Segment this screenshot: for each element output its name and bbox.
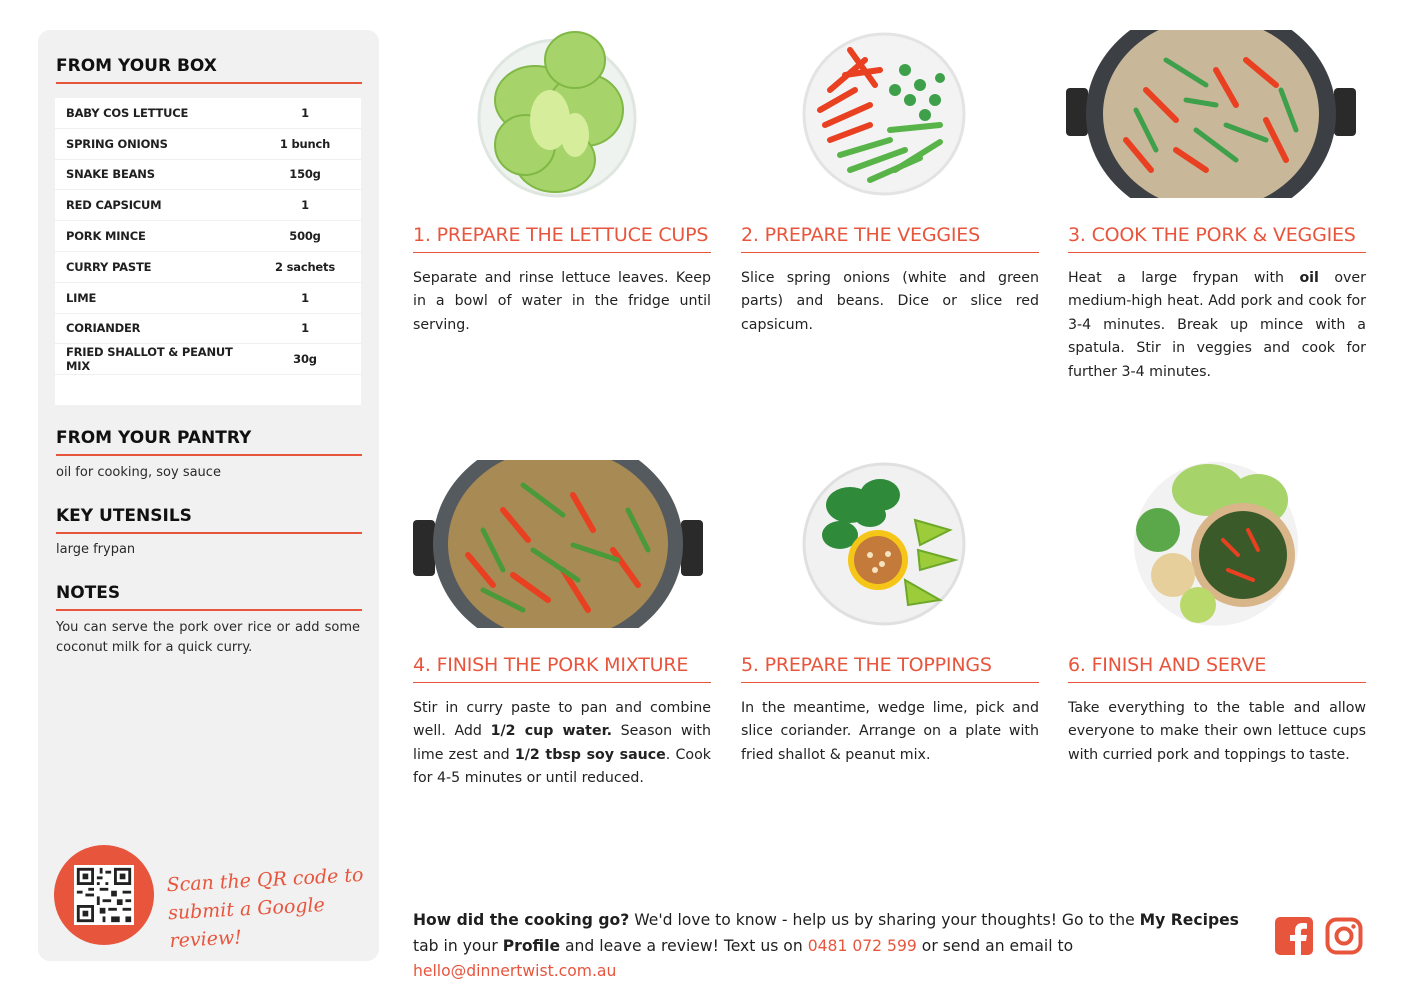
- toppings-plate-image: [800, 460, 968, 628]
- step-5-text: In the meantime, wedge lime, pick and slice coriander. Arrange on a plate with fried shallot & peanut mix.: [741, 700, 1039, 763]
- ingredient-qty: 150g: [289, 167, 321, 182]
- ingredient-qty: 1: [301, 290, 309, 305]
- text-bold: 1/2 tbsp soy sauce: [514, 746, 666, 763]
- text-run: We'd love to know - help us by sharing your thoughts! Go to the: [629, 911, 1140, 929]
- qr-caption-line: submit a Google review!: [167, 894, 326, 953]
- instagram-icon[interactable]: [1325, 917, 1363, 955]
- text-run: Season with lime zest and: [413, 723, 711, 763]
- ingredient-name: PORK MINCE: [66, 229, 146, 244]
- veggies-plate-image: [800, 30, 968, 198]
- ingredient-name: SPRING ONIONS: [66, 136, 168, 151]
- ingredient-name: FRIED SHALLOT & PEANUT MIX: [66, 345, 233, 374]
- ingredient-name: CURRY PASTE: [66, 259, 152, 274]
- table-row: [55, 129, 361, 160]
- step-5-title: 5. PREPARE THE TOPPINGS: [741, 654, 1039, 683]
- pork-pan-image: [1066, 30, 1356, 198]
- text-run: and leave a review! Text us on: [560, 936, 808, 955]
- step-1-title: 1. PREPARE THE LETTUCE CUPS: [413, 224, 711, 253]
- ingredient-qty: 500g: [289, 229, 321, 244]
- facebook-icon[interactable]: [1275, 917, 1313, 955]
- qr-caption: [166, 861, 370, 955]
- table-row: [55, 98, 361, 129]
- serving-image: [1128, 460, 1304, 628]
- footer-question: How did the cooking go?: [413, 911, 630, 929]
- table-row: [55, 190, 361, 221]
- text-bold: oil: [1299, 270, 1319, 286]
- step-1-text: Separate and rinse lettuce leaves. Keep in a bowl of water in the fridge until serving.: [413, 270, 711, 333]
- ingredient-qty: 30g: [293, 352, 317, 367]
- ingredient-qty: 1 bunch: [279, 136, 331, 151]
- qr-code[interactable]: [54, 845, 154, 945]
- step-2-title: 2. PREPARE THE VEGGIES: [741, 224, 1039, 253]
- lettuce-bowl-image: [475, 30, 640, 198]
- phone-link[interactable]: 0481 072 599: [807, 936, 917, 955]
- table-row: [55, 221, 361, 252]
- utensils-text: large frypan: [56, 542, 136, 557]
- text-bold: 1/2 cup water.: [490, 723, 612, 740]
- box-title: FROM YOUR BOX: [56, 56, 362, 84]
- text-run: Heat a large frypan with: [1068, 270, 1300, 286]
- my-recipes-label: My Recipes: [1139, 911, 1239, 929]
- step-3-text: [1068, 267, 1366, 384]
- table-row: [55, 344, 361, 375]
- step-6-title: 6. FINISH AND SERVE: [1068, 654, 1366, 683]
- text-run: Stir in curry paste to pan and combine well. Add: [413, 700, 711, 740]
- step-3-title: 3. COOK THE PORK & VEGGIES: [1068, 224, 1366, 253]
- table-row: [55, 252, 361, 283]
- ingredient-name: BABY COS LETTUCE: [66, 105, 189, 120]
- step-2-text: Slice spring onions (white and green parts) and beans. Dice or slice red capsicum.: [741, 270, 1039, 333]
- ingredient-qty: 2 sachets: [275, 259, 335, 274]
- sidebar: [38, 30, 379, 961]
- notes-title: NOTES: [56, 583, 362, 611]
- text-run: . Cook for 4-5 minutes or until reduced.: [413, 746, 711, 787]
- text-run: tab in your: [413, 936, 503, 955]
- text-run: over medium-high heat. Add pork and cook for 3-4 minutes. Break up mince with a spatula. Stir in veggies and cook for further 3-4 minutes.: [1068, 270, 1366, 380]
- ingredient-name: SNAKE BEANS: [66, 167, 155, 182]
- email-link[interactable]: hello@dinnertwist.com.au: [413, 962, 617, 980]
- qr-caption-line: Scan the QR code to: [166, 863, 364, 897]
- ingredient-qty: 1: [301, 321, 309, 336]
- notes-text: You can serve the pork over rice or add some coconut milk for a quick curry.: [56, 620, 360, 655]
- ingredient-qty: 1: [301, 198, 309, 213]
- qr-code-icon: [74, 865, 134, 925]
- profile-label: Profile: [502, 936, 561, 955]
- step-4-title: 4. FINISH THE PORK MIXTURE: [413, 654, 711, 683]
- table-row: [55, 160, 361, 191]
- utensils-title: KEY UTENSILS: [56, 506, 362, 534]
- ingredient-name: RED CAPSICUM: [66, 198, 162, 213]
- pantry-text: oil for cooking, soy sauce: [56, 465, 221, 480]
- table-row: [55, 283, 361, 314]
- pantry-title: FROM YOUR PANTRY: [56, 428, 362, 456]
- ingredient-name: LIME: [66, 290, 97, 305]
- feedback-footer: [413, 908, 1253, 985]
- table-row: [55, 314, 361, 345]
- curry-pan-image: [413, 460, 703, 628]
- text-run: or send an email to: [916, 936, 1074, 955]
- ingredient-name: CORIANDER: [66, 321, 141, 336]
- step-4-text: [413, 697, 711, 791]
- step-6-text: Take everything to the table and allow everyone to make their own lettuce cups with curried pork and toppings to taste.: [1068, 700, 1366, 763]
- ingredients-table: [55, 98, 361, 405]
- ingredient-qty: 1: [301, 105, 309, 120]
